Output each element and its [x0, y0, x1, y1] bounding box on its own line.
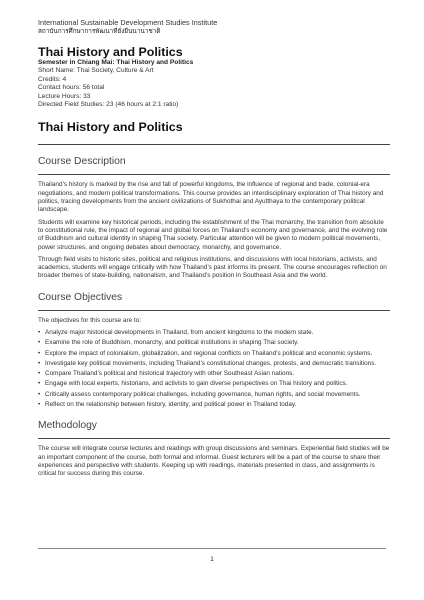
bullet: •	[38, 370, 41, 378]
lecture-hours: Lecture Hours: 33	[38, 92, 91, 100]
bullet: •	[38, 401, 41, 409]
section-divider	[38, 310, 390, 311]
field-studies: Directed Field Studies: 23 (46 hours at 2:1 ratio)	[38, 101, 179, 109]
bullet: •	[38, 349, 41, 357]
page-number: 1	[210, 556, 214, 563]
list-item: • Examine the role of Buddhism, monarchy, and political institutions in shaping Thai society.	[38, 339, 299, 347]
course-description-heading: Course Description	[38, 156, 126, 168]
list-item: • Reflect on the relationship between history, identity, and political power in Thailand today.	[38, 401, 297, 409]
methodology-heading: Methodology	[38, 420, 97, 432]
credits: Credits: 4	[38, 75, 67, 83]
course-title-repeat: Thai History and Politics	[38, 120, 183, 135]
title-divider	[38, 144, 390, 145]
section-divider	[38, 174, 390, 175]
semester-line: Semester in Chiang Mai: Thai History and Politics	[38, 59, 194, 66]
section-divider	[38, 438, 390, 439]
methodology-paragraph: The course will integrate course lectures and readings with group discussions and seminars. Experiential field studies will be an important component of the course, both formal and informal. Guest lecturers will be a part of the course to share their experiences and perspective with students. Keeping up with readings, materials presented in class, and assignments is critical for success during this course.	[38, 445, 390, 478]
bullet: •	[38, 390, 41, 398]
objectives-intro: The objectives for this course are to:	[38, 316, 142, 324]
institute-name: International Sustainable Development Studies Institute	[38, 18, 218, 27]
list-item: • Compare Thailand’s political and historical trajectory with other Southeast Asian nations.	[38, 370, 295, 378]
footer-divider	[38, 548, 386, 549]
objectives-list	[38, 329, 390, 409]
short-name: Short Name: Thai Society, Culture & Art	[38, 67, 154, 75]
list-item: • Critically assess contemporary political challenges, including governance, human rights, and social movements.	[38, 390, 361, 398]
bullet: •	[38, 339, 41, 347]
list-item: • Analyze major historical developments in Thailand, from ancient kingdoms to the modern state.	[38, 329, 314, 336]
institute-name-thai: สถาบันการศึกษาการพัฒนาที่ยั่งยืนนานาชาติ	[38, 27, 161, 35]
document-page	[38, 18, 390, 483]
bullet: •	[38, 329, 41, 336]
description-paragraph: Through field visits to historic sites, political and religious institutions, and discussions with local historians, activists, and academics, students will engage critically with how Thailand’s past informs its present. The course encourages reflection on broader themes of state-building, nationalism, and Thailand’s position in Southeast Asia and the world.	[38, 255, 387, 280]
course-objectives-heading: Course Objectives	[38, 291, 123, 303]
list-item: • Engage with local experts, historians, and activists to gain diverse perspectives on Thai history and politics.	[38, 380, 348, 388]
list-item: • Explore the impact of colonialism, globalization, and regional conflicts on Thailand’s political and economic systems.	[38, 349, 373, 357]
description-paragraph: Thailand’s history is marked by the rise and fall of powerful kingdoms, the influence of regional and trade, colonial-era negotiations, and modern political transformations. This course provides an interdisciplinary exploration of Thai history and politics, tracing developments from the ancient civilizations of Sukhothai and Ayutthaya to the contemporary political landscape.	[38, 181, 384, 214]
bullet: •	[38, 380, 41, 388]
contact-hours: Contact hours: 56 total	[38, 84, 105, 92]
list-item: • Investigate key political movements, including Thailand’s constitutional changes, protests, and democratic transitions.	[38, 359, 377, 367]
description-paragraph: Students will examine key historical periods, including the establishment of the Thai monarchy, the transition from absolute to constitutional rule, the impact of regional and global forces on Thailand’s economy and governance, and the evolving role of Buddhism and cultural identity in shaping Thai society. Particular attention will be given to modern political movements, power structures, and ongoing debates about democracy, monarchy, and governance.	[38, 218, 388, 251]
bullet: •	[38, 359, 41, 367]
course-title: Thai History and Politics	[38, 45, 183, 59]
